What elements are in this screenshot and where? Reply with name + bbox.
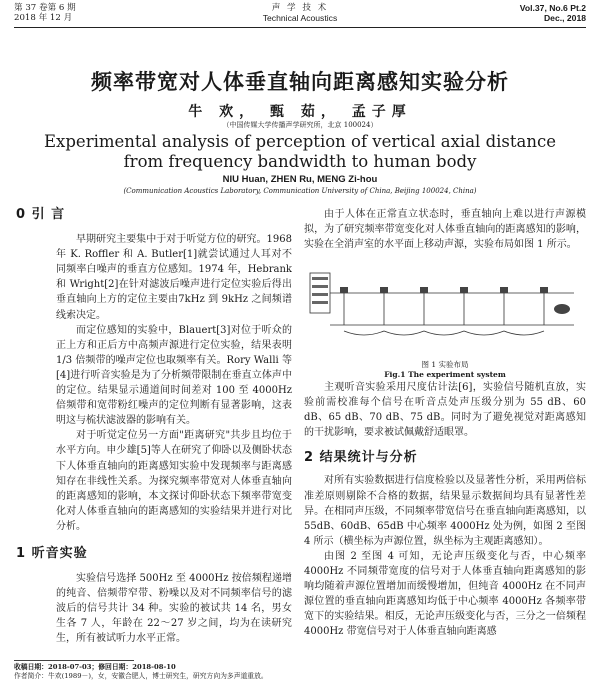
section-heading-results: 2 结果统计与分析	[304, 450, 418, 466]
right-column-top	[304, 207, 586, 252]
paragraph: 由于人体在正常直立状态时，垂直轴向上难以进行声源模拟，为了研究频率带宽变化对人体垂直轴向的距离感知的影响，实验在全消声室的水平面上移动声源，实验布局如图 1 所示。	[304, 209, 586, 251]
paragraph: 由图 2 至图 4 可知，无论声压级变化与否，中心频率 4000Hz 不同频带宽度的信号对于人体垂直轴向距离感知的影响均随着声源位置增加而缓慢增加，但纯音 4000Hz 在不同声源位置的垂直轴向距离感知均低于中心频率 4000Hz 各频率带宽下的实验结果。相反，无论声压级变化与否，三分之一倍频程 4000Hz 带宽信号对于人体垂直轴向距离感	[304, 550, 586, 638]
paragraph: 而定位感知的实验中，Blauert[3]对位于听众的正上方和正后方中高频声源进行定位实验，结果表明 1/3 倍频带的噪声定位也取频率有关。Rory Walli 等[4]进行听音实验是为了分析频带限制在垂直立体声中的定位。结果显示通道间时间差对 100 至 4000Hz 倍频带和宽带粉红噪声的定位判断有显著影响，这表明这与梳状滤波器的影响有关。	[56, 324, 292, 427]
section-heading-introduction: 0 引 言	[16, 207, 66, 222]
right-column-bottom	[304, 380, 586, 640]
figure-caption: 图 1 实验布局 Fig.1 The experiment system	[384, 360, 506, 379]
paragraph: 早期研究主要集中于对于听觉方位的研究。1968 年 K. Roffler 和 A. Butler[1]就尝试通过人耳对不同频率白噪声的垂直方位感知。1974 年，Hebrank 和 Wright[2]在针对滤波后噪声进行定位实验后得出垂直轴向上方的定位主要由7kHz 到 9kHz 之间频谱线索决定。	[56, 234, 292, 321]
section-heading-listening-experiment: 1 听音实验	[16, 545, 88, 561]
title-chinese: 频率带宽对人体垂直轴向距离感知实验分析	[91, 70, 509, 94]
affiliation-english: (Communication Acoustics Laboratory, Communication University of China, Beijing 100024, China)	[123, 187, 477, 195]
journal-name: 声 学 技 术 Technical Acoustics	[262, 3, 338, 23]
footnote-rule	[14, 660, 134, 661]
footnote: 收稿日期：2018-07-03；修回日期：2018-08-10 作者简介：牛欢(1989－)，女，安徽合肥人，博士研究生，研究方向为多声道重放。	[14, 663, 268, 680]
journal-issue: Vol.37, No.6 Pt.2 Dec., 2018	[519, 3, 586, 23]
authors-chinese: 牛 欢， 甄 茹， 孟子厚	[188, 104, 412, 120]
listener-head-icon	[554, 304, 570, 314]
loudspeaker-icon	[340, 287, 348, 293]
paragraph: 对于听觉定位另一方面"距离研究"共步且均位于水平方向。申少雄[5]等人在研究了仰卧以及侧卧状态下人体垂直轴向的距离感知实验中发现频率与距离感知存在非线性关系。为探究频率带宽对人体垂直轴向的距离感知的影响，本文探讨仰卧状态下频率带宽变化对人体垂直轴向的距离感知的实验结果并进行对比分析。	[56, 430, 292, 532]
paragraph: 实验信号选择 500Hz 至 4000Hz 按倍频程递增的纯音、倍频带窄带、粉噪以及对不同频率信号的滤波后的信号共计 34 种。实验的被试共 14 名，男女生各 7 人，年龄在 22～27 岁之间，均为在读研究生，所有被试听力水平正常。	[56, 573, 292, 645]
title-english: Experimental analysis of perception of vertical axial distance from frequency bandwidth to human body	[44, 132, 556, 171]
affiliation-chinese: （中国传媒大学传播声学研究所，北京 100024）	[222, 121, 378, 129]
paragraph: 主观听音实验采用尺度估计法[6]，实验信号随机直放，实验前需校准每个信号在听音点处声压级分别为 55 dB、60 dB、65 dB、70 dB、75 dB。同时为了避免视觉对距离感知的干扰影响，要求被试佩戴舒适眼罩。	[304, 382, 586, 439]
left-column	[16, 207, 292, 647]
paragraph: 对所有实验数据进行信度检验以及显著性分析，采用两倍标准差原则剔除不合格的数据，结果显示数据间均具有显著性差异。在相同声压级，不同频率带宽信号在垂直轴向距离感知，以 55dB、60dB、65dB 中心频率 4000Hz 处为例，如图 2 至图 4 所示（横坐标为声源位置，纵坐标为主观距离感知）。	[304, 475, 586, 547]
header-rule	[14, 27, 586, 28]
distance-brackets	[344, 331, 544, 335]
experiment-layout-figure	[304, 265, 586, 360]
journal-volume: 第 37 卷第 6 期 2018 年 12 月	[14, 3, 76, 23]
authors-english: NIU Huan, ZHEN Ru, MENG Zi-hou	[222, 174, 378, 185]
